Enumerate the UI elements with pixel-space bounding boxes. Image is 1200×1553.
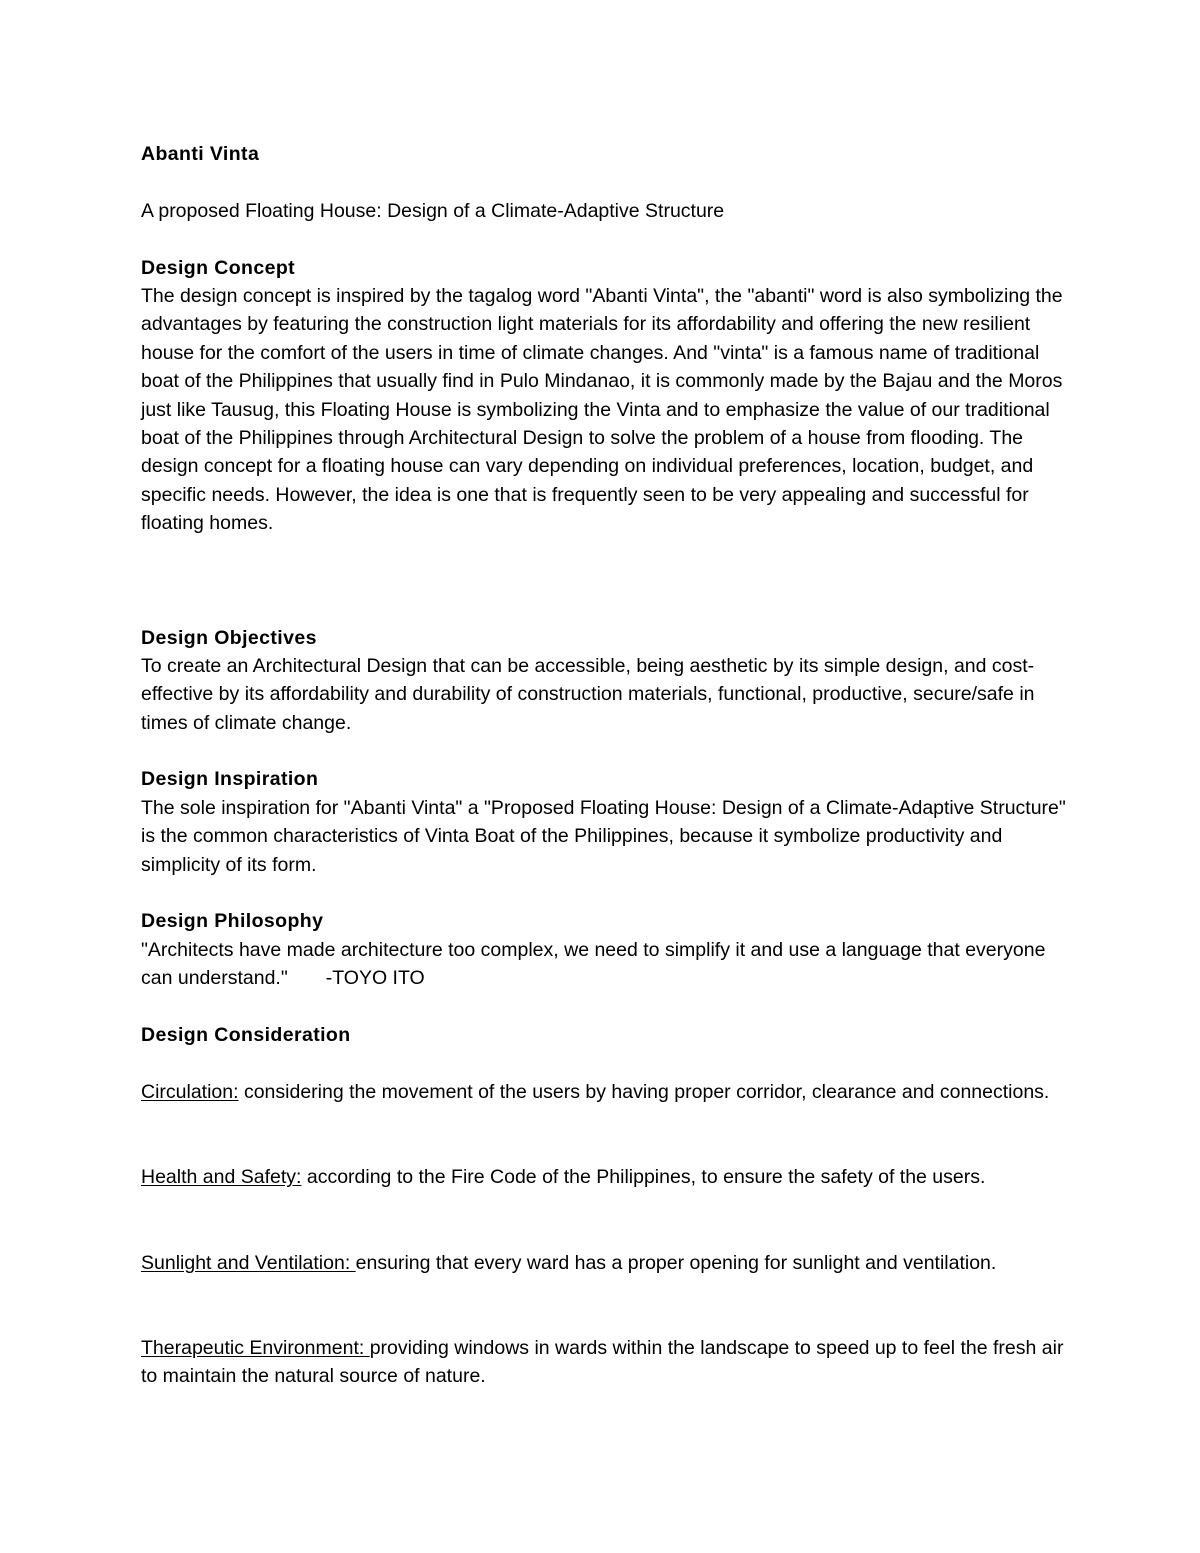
philosophy-author: -TOYO ITO	[325, 967, 425, 990]
consideration-label: Circulation:	[141, 1081, 239, 1103]
concept-heading: Design Concept	[141, 257, 296, 279]
philosophy-quote: "Architects have made architecture too complex, we need to simplify it and use a language that everyone can understand."	[141, 939, 1046, 990]
inspiration-body: The sole inspiration for "Abanti Vinta" a "Proposed Floating House: Design of a Climate-Adaptive Structure" is the common characteristics of Vinta Boat of the Philippines, because it symbolize productivity and simplicity of its form.	[141, 797, 1066, 876]
document-subtitle: A proposed Floating House: Design of a Climate-Adaptive Structure	[141, 200, 725, 222]
consideration-text: according to the Fire Code of the Philippines, to ensure the safety of the users.	[301, 1166, 986, 1188]
consideration-item-circulation	[141, 1078, 1066, 1106]
consideration-item-therapeutic-environment	[141, 1334, 1066, 1391]
consideration-label: Health and Safety:	[141, 1166, 302, 1188]
philosophy-quote-block	[141, 936, 1066, 993]
consideration-text: considering the movement of the users by having proper corridor, clearance and connections.	[238, 1081, 1050, 1103]
concept-body: The design concept is inspired by the tagalog word "Abanti Vinta", the "abanti" word is also symbolizing the advantages by featuring the construction light materials for its affordability and offering the new resilient house for the comfort of the users in time of climate changes. And "vinta" is a famous name of traditional boat of the Philippines that usually find in Pulo Mindanao, it is commonly made by the Bajau and the Moros just like Tausug, this Floating House is symbolizing the Vinta and to emphasize the value of our traditional boat of the Philippines through Architectural Design to solve the problem of a house from flooding. The design concept for a floating house can vary depending on individual preferences, location, budget, and specific needs. However, the idea is one that is frequently seen to be very appealing and successful for floating homes.	[141, 285, 1063, 535]
consideration-text: providing windows in wards within the landscape to speed up to feel the fresh air to maintain the natural source of nature.	[141, 1337, 1064, 1388]
consideration-label: Therapeutic Environment:	[141, 1337, 370, 1359]
consideration-heading: Design Consideration	[141, 1024, 351, 1046]
consideration-label: Sunlight and Ventilation:	[141, 1252, 356, 1274]
document-title: Abanti Vinta	[141, 143, 260, 165]
consideration-text: ensuring that every ward has a proper opening for sunlight and ventilation.	[355, 1252, 997, 1274]
philosophy-heading: Design Philosophy	[141, 910, 324, 932]
objectives-body: To create an Architectural Design that can be accessible, being aesthetic by its simple design, and cost-effective by its affordability and durability of construction materials, functional, productive, secure/safe in times of climate change.	[141, 655, 1035, 734]
objectives-heading: Design Objectives	[141, 627, 317, 649]
consideration-item-sunlight-ventilation	[141, 1249, 1066, 1277]
inspiration-heading: Design Inspiration	[141, 768, 319, 790]
consideration-item-health-safety	[141, 1163, 1066, 1191]
